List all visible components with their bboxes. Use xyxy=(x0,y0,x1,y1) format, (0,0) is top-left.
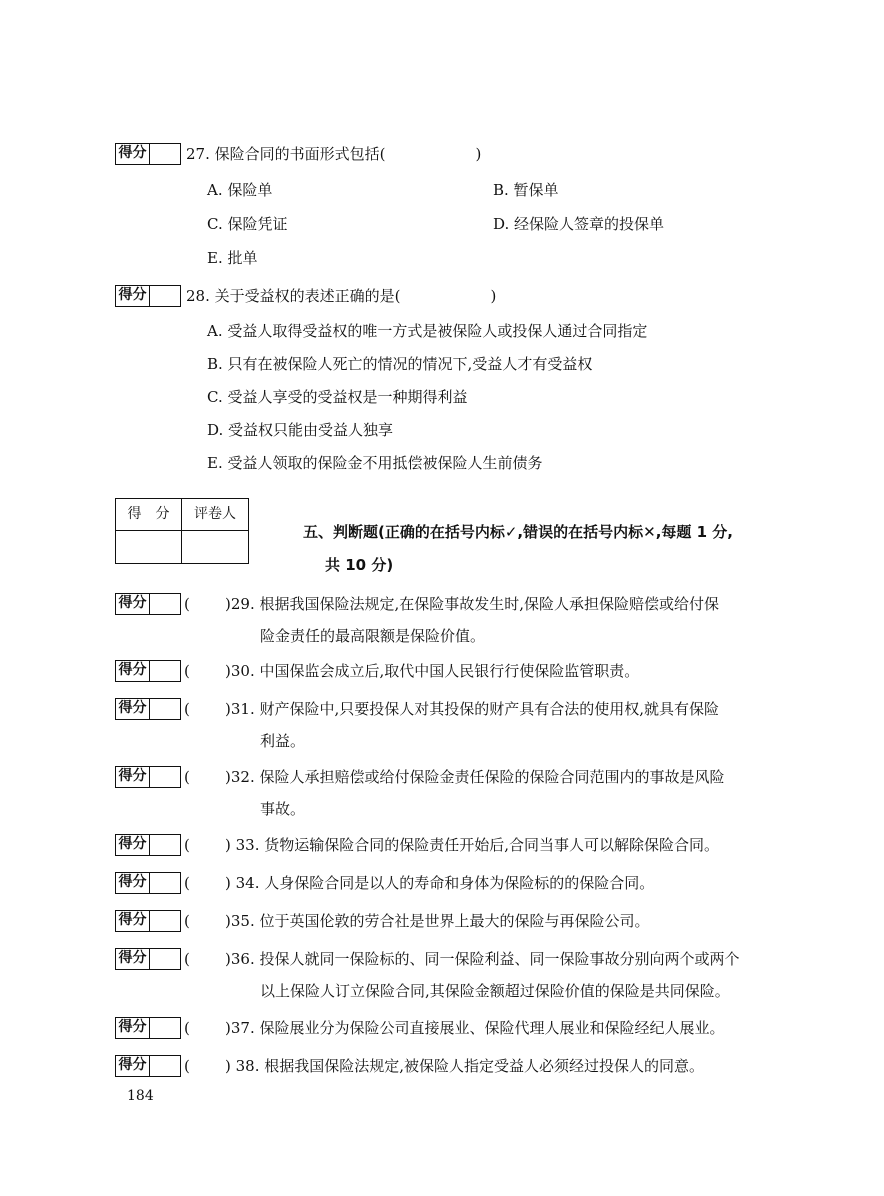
score-blank xyxy=(150,767,180,787)
score-box-q28 xyxy=(115,285,181,307)
score-blank xyxy=(150,594,180,614)
answer-paren-open: ( xyxy=(184,1019,190,1037)
answer-paren-open: ( xyxy=(184,1057,190,1075)
score-box-q32 xyxy=(115,766,181,788)
q27-option-a: A. 保险单 xyxy=(207,181,273,199)
q27-stem: 27. 保险合同的书面形式包括( ) xyxy=(186,145,482,163)
answer-paren-open: ( xyxy=(184,595,190,613)
score-label: 得分 xyxy=(116,699,150,719)
score-label: 得分 xyxy=(116,949,150,969)
score-box-q35 xyxy=(115,910,181,932)
score-label: 得分 xyxy=(116,1056,150,1076)
score-blank xyxy=(150,661,180,681)
answer-paren-open: ( xyxy=(184,874,190,892)
question-34-line1: ) 34. 人身保险合同是以人的寿命和身体为保险标的的保险合同。 xyxy=(225,874,655,892)
question-31-line2: 利益。 xyxy=(260,732,306,750)
question-32-line2: 事故。 xyxy=(260,800,306,818)
question-35-line1: )35. 位于英国伦敦的劳合社是世界上最大的保险与再保险公司。 xyxy=(225,912,650,930)
score-box-q30 xyxy=(115,660,181,682)
question-38-line1: ) 38. 根据我国保险法规定,被保险人指定受益人必须经过投保人的同意。 xyxy=(225,1057,705,1075)
score-box-q33 xyxy=(115,834,181,856)
answer-paren-open: ( xyxy=(184,912,190,930)
section-title-line1: 五、判断题(正确的在括号内标✓,错误的在括号内标✕,每题 1 分, xyxy=(303,523,733,541)
q28-option-d: D. 受益权只能由受益人独享 xyxy=(207,421,394,439)
answer-paren-open: ( xyxy=(184,662,190,680)
score-label: 得分 xyxy=(116,835,150,855)
answer-paren-open: ( xyxy=(184,700,190,718)
question-36-line1: )36. 投保人就同一保险标的、同一保险利益、同一保险事故分别向两个或两个 xyxy=(225,950,740,968)
score-blank xyxy=(150,835,180,855)
grading-score-cell xyxy=(116,531,182,563)
question-32-line1: )32. 保险人承担赔偿或给付保险金责任保险的保险合同范围内的事故是风险 xyxy=(225,768,725,786)
score-label: 得分 xyxy=(116,144,150,164)
score-box-q36 xyxy=(115,948,181,970)
score-box-q38 xyxy=(115,1055,181,1077)
question-30-line1: )30. 中国保监会成立后,取代中国人民银行行使保险监管职责。 xyxy=(225,662,640,680)
score-blank xyxy=(150,1056,180,1076)
grading-table xyxy=(115,498,249,564)
answer-paren-open: ( xyxy=(184,950,190,968)
score-box-q37 xyxy=(115,1017,181,1039)
score-blank xyxy=(150,699,180,719)
question-33-line1: ) 33. 货物运输保险合同的保险责任开始后,合同当事人可以解除保险合同。 xyxy=(225,836,720,854)
grading-grader-header: 评卷人 xyxy=(194,506,236,522)
score-box-q31 xyxy=(115,698,181,720)
score-label: 得分 xyxy=(116,286,150,306)
q27-option-d: D. 经保险人签章的投保单 xyxy=(493,215,665,233)
q27-option-b: B. 暂保单 xyxy=(493,181,559,199)
answer-paren-open: ( xyxy=(184,836,190,854)
grading-score-header: 得 分 xyxy=(116,499,182,530)
score-blank xyxy=(150,286,180,306)
score-box-q29 xyxy=(115,593,181,615)
section-title-line2: 共 10 分) xyxy=(325,556,394,574)
q28-option-c: C. 受益人享受的受益权是一种期得利益 xyxy=(207,388,468,406)
score-box-q34 xyxy=(115,872,181,894)
question-31-line1: )31. 财产保险中,只要投保人对其投保的财产具有合法的使用权,就具有保险 xyxy=(225,700,720,718)
score-blank xyxy=(150,873,180,893)
score-blank xyxy=(150,949,180,969)
score-label: 得分 xyxy=(116,1018,150,1038)
score-blank xyxy=(150,1018,180,1038)
q28-option-a: A. 受益人取得受益权的唯一方式是被保险人或投保人通过合同指定 xyxy=(207,322,648,340)
grading-grader-cell xyxy=(182,531,248,563)
score-box-q27 xyxy=(115,143,181,165)
q28-stem: 28. 关于受益权的表述正确的是( ) xyxy=(186,287,497,305)
q27-option-c: C. 保险凭证 xyxy=(207,215,288,233)
score-label: 得分 xyxy=(116,767,150,787)
score-label: 得分 xyxy=(116,661,150,681)
q28-option-b: B. 只有在被保险人死亡的情况的情况下,受益人才有受益权 xyxy=(207,355,593,373)
score-label: 得分 xyxy=(116,873,150,893)
score-blank xyxy=(150,144,180,164)
score-label: 得分 xyxy=(116,594,150,614)
answer-paren-open: ( xyxy=(184,768,190,786)
question-29-line1: )29. 根据我国保险法规定,在保险事故发生时,保险人承担保险赔偿或给付保 xyxy=(225,595,720,613)
page-number: 184 xyxy=(127,1088,154,1104)
q27-option-e: E. 批单 xyxy=(207,249,258,267)
question-29-line2: 险金责任的最高限额是保险价值。 xyxy=(260,627,486,645)
q28-option-e: E. 受益人领取的保险金不用抵偿被保险人生前债务 xyxy=(207,454,543,472)
question-37-line1: )37. 保险展业分为保险公司直接展业、保险代理人展业和保险经纪人展业。 xyxy=(225,1019,725,1037)
score-label: 得分 xyxy=(116,911,150,931)
score-blank xyxy=(150,911,180,931)
question-36-line2: 以上保险人订立保险合同,其保险金额超过保险价值的保险是共同保险。 xyxy=(260,982,730,1000)
